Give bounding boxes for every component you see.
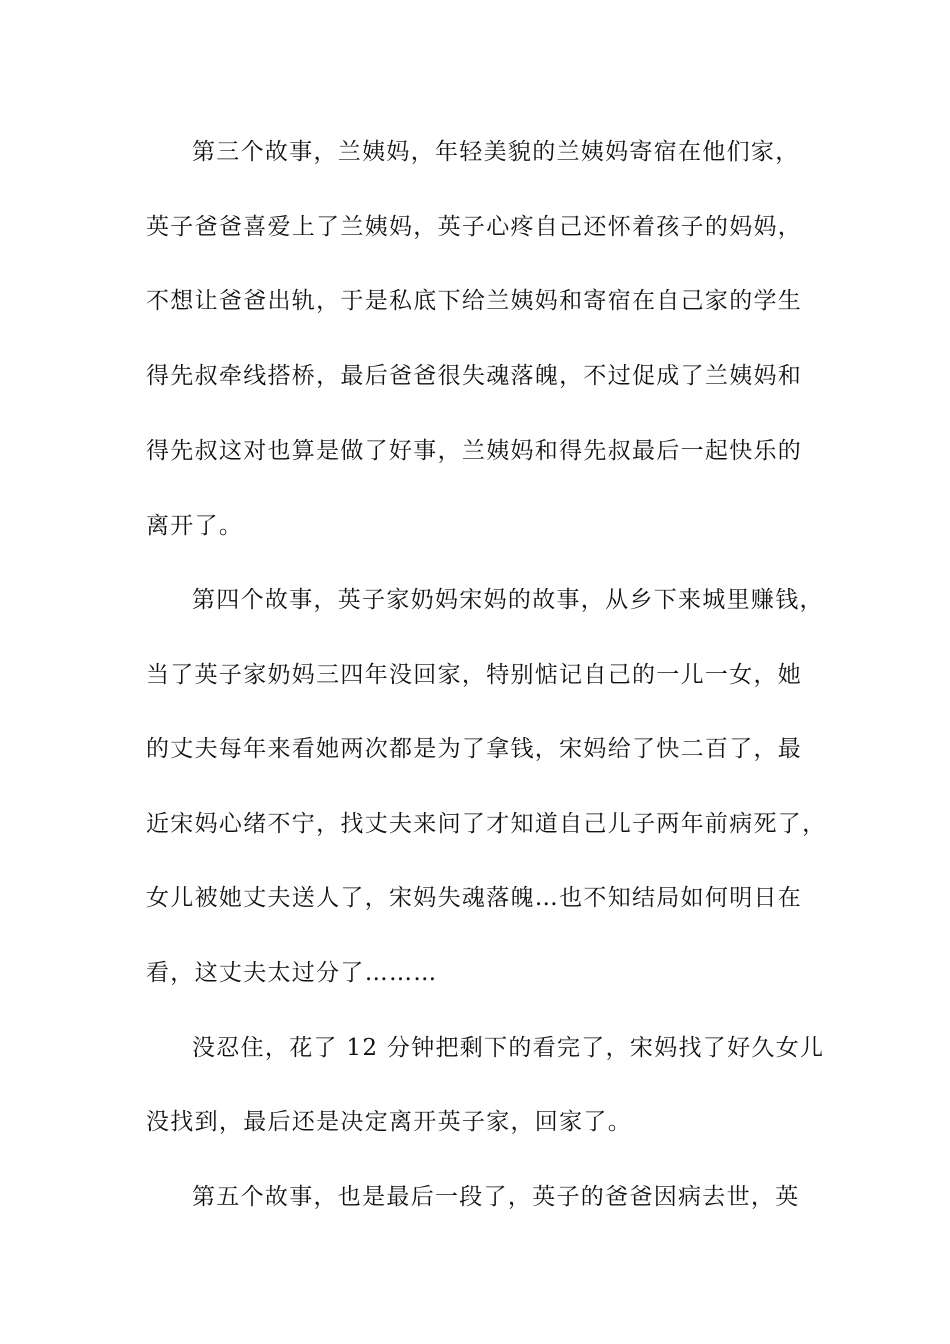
paragraph-line: 第四个故事，英子家奶妈宋妈的故事，从乡下来城里赚钱，: [192, 587, 824, 613]
paragraph-line: 英子爸爸喜爱上了兰姨妈，英子心疼自己还怀着孩子的妈妈，: [146, 214, 803, 240]
paragraph-line: 第五个故事，也是最后一段了，英子的爸爸因病去世，英: [192, 1184, 800, 1210]
paragraph-line: 的丈夫每年来看她两次都是为了拿钱，宋妈给了快二百了，最: [146, 736, 803, 762]
paragraph-line: 离开了。: [146, 513, 244, 539]
paragraph-line: 看，这丈夫太过分了………: [146, 960, 438, 986]
paragraph-line: 第三个故事，兰姨妈，年轻美貌的兰姨妈寄宿在他们家，: [192, 139, 800, 165]
paragraph-line: 得先叔这对也算是做了好事，兰姨妈和得先叔最后一起快乐的: [146, 438, 803, 464]
paragraph-line: 没找到，最后还是决定离开英子家，回家了。: [146, 1109, 632, 1135]
paragraph-line: 不想让爸爸出轨，于是私底下给兰姨妈和寄宿在自己家的学生: [146, 288, 803, 314]
paragraph-line: 女儿被她丈夫送人了，宋妈失魂落魄…也不知结局如何明日在: [146, 885, 803, 911]
paragraph-line: 近宋妈心绪不宁，找丈夫来问了才知道自己儿子两年前病死了，: [146, 811, 827, 837]
paragraph-line: 当了英子家奶妈三四年没回家，特别惦记自己的一儿一女，她: [146, 662, 803, 688]
paragraph-line: 得先叔牵线搭桥，最后爸爸很失魂落魄，不过促成了兰姨妈和: [146, 363, 803, 389]
paragraph-line: 没忍住，花了 12 分钟把剩下的看完了，宋妈找了好久女儿: [192, 1035, 825, 1061]
